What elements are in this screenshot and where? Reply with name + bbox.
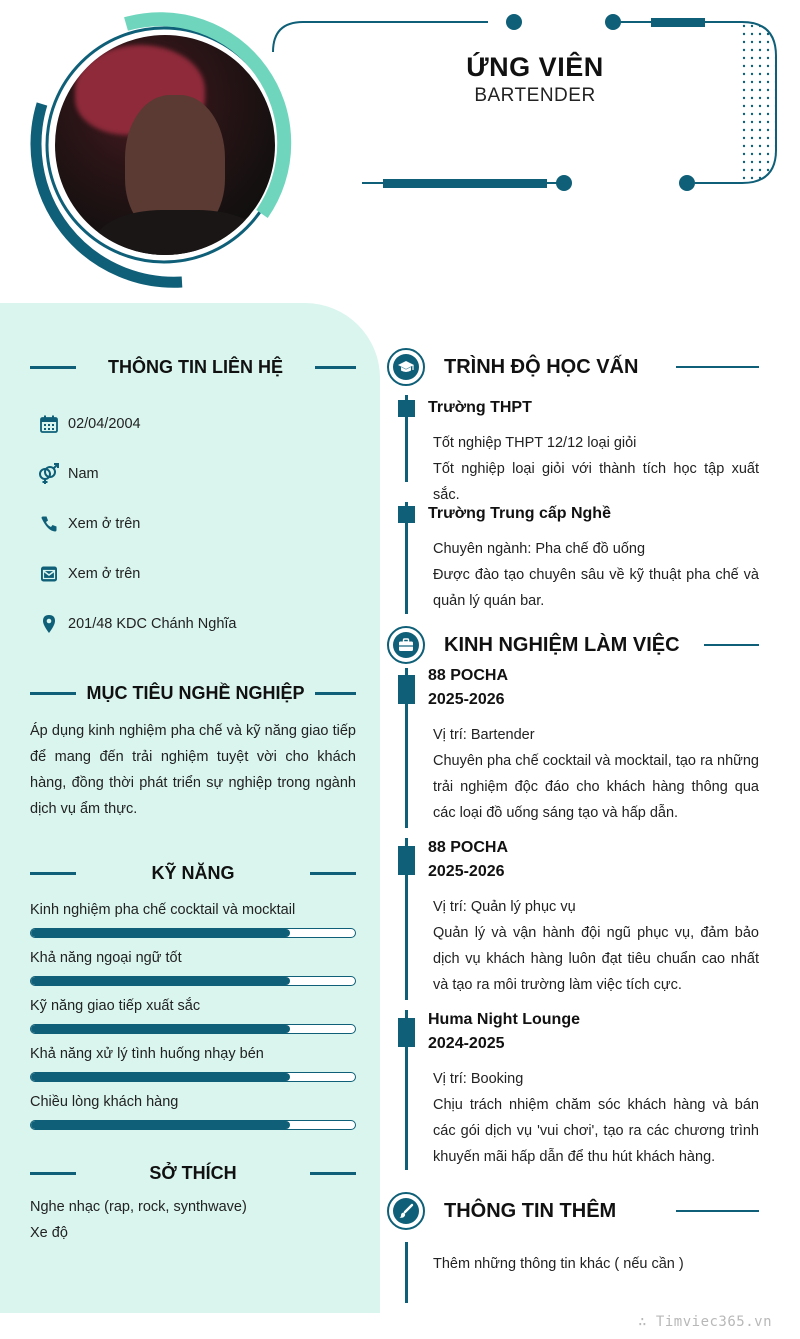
avatar-body <box>95 210 265 255</box>
education-school: Trường THPT <box>428 399 532 416</box>
skill-label: Khả năng xử lý tình huống nhạy bén <box>30 1046 264 1062</box>
timeline-line <box>405 1242 408 1303</box>
contact-text: Nam <box>68 466 99 482</box>
timeline-marker <box>398 506 415 523</box>
timeline-marker <box>398 1018 415 1047</box>
contact-gender <box>36 460 99 488</box>
hobby-item: Xe độ <box>30 1225 68 1241</box>
email-icon <box>36 561 62 587</box>
cv-header <box>0 0 800 300</box>
divider <box>315 366 356 369</box>
skill-progress-fill <box>31 1025 290 1033</box>
experience-position: Vị trí: Bartender <box>433 727 535 743</box>
additional-text: Thêm những thông tin khác ( nếu cần ) <box>433 1256 684 1272</box>
objective-text: Áp dụng kinh nghiệm pha chế và kỹ năng giao tiếp để mang đến trải nghiệm tuyệt vời cho khách hàng, đồng thời phát triển sự nghiệp trong ngành dịch vụ ẩm thực. <box>30 723 356 817</box>
education-section-header <box>387 348 638 386</box>
objective-section-title: MỤC TIÊU NGHỀ NGHIỆP <box>86 683 305 703</box>
experience-section-header <box>387 626 680 664</box>
experience-company: Huma Night Lounge <box>428 1011 580 1028</box>
graduation-cap-icon <box>393 354 419 380</box>
hobbies-section-title: SỞ THÍCH <box>149 1163 237 1183</box>
contact-phone <box>36 510 140 538</box>
contact-text: Xem ở trên <box>68 516 141 532</box>
divider <box>676 366 759 368</box>
education-section-title: TRÌNH ĐỘ HỌC VẤN <box>444 355 639 378</box>
skill-progress-fill <box>31 977 290 985</box>
experience-period: 2025-2026 <box>428 863 505 880</box>
contact-section-title: THÔNG TIN LIÊN HỆ <box>108 357 283 377</box>
skill-label: Kỹ năng giao tiếp xuất sắc <box>30 998 201 1014</box>
education-detail: Tốt nghiệp loại giỏi với thành tích học tập xuất sắc. <box>433 461 759 503</box>
timeline-marker <box>398 846 415 875</box>
contact-section-header <box>30 357 356 378</box>
skill-progress-bar <box>30 928 356 938</box>
timeline-marker <box>398 400 415 417</box>
skill-progress-bar <box>30 976 356 986</box>
experience-description: Quản lý và vận hành đội ngũ phục vụ, đảm bảo dịch vụ khách hàng luôn đạt tiêu chuẩn cao nhất và tạo ra môi trường làm việc tích cực. <box>433 925 759 993</box>
skill-progress-fill <box>31 1121 290 1129</box>
experience-section-title: KINH NGHIỆM LÀM VIỆC <box>444 633 680 656</box>
skill-item <box>30 1046 356 1082</box>
divider <box>30 692 76 695</box>
contact-text: 02/04/2004 <box>68 416 141 432</box>
contact-email <box>36 560 140 588</box>
phone-icon <box>36 511 62 537</box>
location-pin-icon <box>36 611 62 637</box>
timeline-marker <box>398 675 415 704</box>
additional-section-header <box>387 1192 616 1230</box>
briefcase-icon <box>393 632 419 658</box>
experience-description: Chịu trách nhiệm chăm sóc khách hàng và bán các gói dịch vụ 'vui chơi', tạo ra các chương trình khuyến mãi hấp dẫn để thu hút khách hàng. <box>433 1097 759 1165</box>
divider <box>315 692 356 695</box>
paintbrush-icon <box>393 1198 419 1224</box>
experience-icon-circle <box>387 626 425 664</box>
additional-section-title: THÔNG TIN THÊM <box>444 1199 617 1222</box>
experience-period: 2024-2025 <box>428 1035 505 1052</box>
skill-progress-bar <box>30 1024 356 1034</box>
experience-period: 2025-2026 <box>428 691 505 708</box>
divider <box>30 366 76 369</box>
skill-item <box>30 1094 356 1130</box>
name-block <box>400 52 670 107</box>
skill-label: Kinh nghiệm pha chế cocktail và mocktail <box>30 902 296 918</box>
skill-progress-bar <box>30 1072 356 1082</box>
skill-label: Chiều lòng khách hàng <box>30 1094 179 1110</box>
experience-position: Vị trí: Quản lý phục vụ <box>433 899 576 915</box>
contact-text: Xem ở trên <box>68 566 141 582</box>
candidate-name: ỨNG VIÊN <box>466 52 604 82</box>
skill-item <box>30 902 356 938</box>
education-school: Trường Trung cấp Nghề <box>428 505 611 522</box>
watermark: ∴ Timviec365.vn <box>638 1314 772 1330</box>
objective-section-header <box>30 683 356 704</box>
contact-address <box>36 610 236 638</box>
education-detail: Chuyên ngành: Pha chế đồ uống <box>433 541 646 557</box>
job-title: BARTENDER <box>474 85 596 106</box>
experience-company: 88 POCHA <box>428 839 509 856</box>
experience-company: 88 POCHA <box>428 667 509 684</box>
divider <box>676 1210 759 1212</box>
skill-item <box>30 998 356 1034</box>
additional-icon-circle <box>387 1192 425 1230</box>
skill-progress-fill <box>31 1073 290 1081</box>
divider <box>704 644 759 646</box>
gender-icon <box>36 461 62 487</box>
calendar-icon <box>36 411 62 437</box>
skill-progress-fill <box>31 929 290 937</box>
skill-progress-bar <box>30 1120 356 1130</box>
education-detail: Được đào tạo chuyên sâu về kỹ thuật pha chế và quản lý quán bar. <box>433 567 759 609</box>
divider <box>30 1172 76 1175</box>
skills-section-title: KỸ NĂNG <box>151 863 235 883</box>
divider <box>310 1172 356 1175</box>
education-icon-circle <box>387 348 425 386</box>
contact-birthdate <box>36 410 141 438</box>
skills-section-header <box>30 863 356 884</box>
education-detail: Tốt nghiệp THPT 12/12 loại giỏi <box>433 435 637 451</box>
contact-text: 201/48 KDC Chánh Nghĩa <box>68 616 237 632</box>
hobby-item: Nghe nhạc (rap, rock, synthwave) <box>30 1199 247 1215</box>
avatar-photo <box>55 35 275 255</box>
skill-label: Khả năng ngoại ngữ tốt <box>30 950 182 966</box>
divider <box>30 872 76 875</box>
experience-position: Vị trí: Booking <box>433 1071 524 1087</box>
skill-item <box>30 950 356 986</box>
hobbies-section-header <box>30 1163 356 1184</box>
experience-description: Chuyên pha chế cocktail và mocktail, tạo ra những trải nghiệm độc đáo cho khách hàng thông qua các loại đồ uống sáng tạo và hấp dẫn. <box>433 753 759 821</box>
divider <box>310 872 356 875</box>
